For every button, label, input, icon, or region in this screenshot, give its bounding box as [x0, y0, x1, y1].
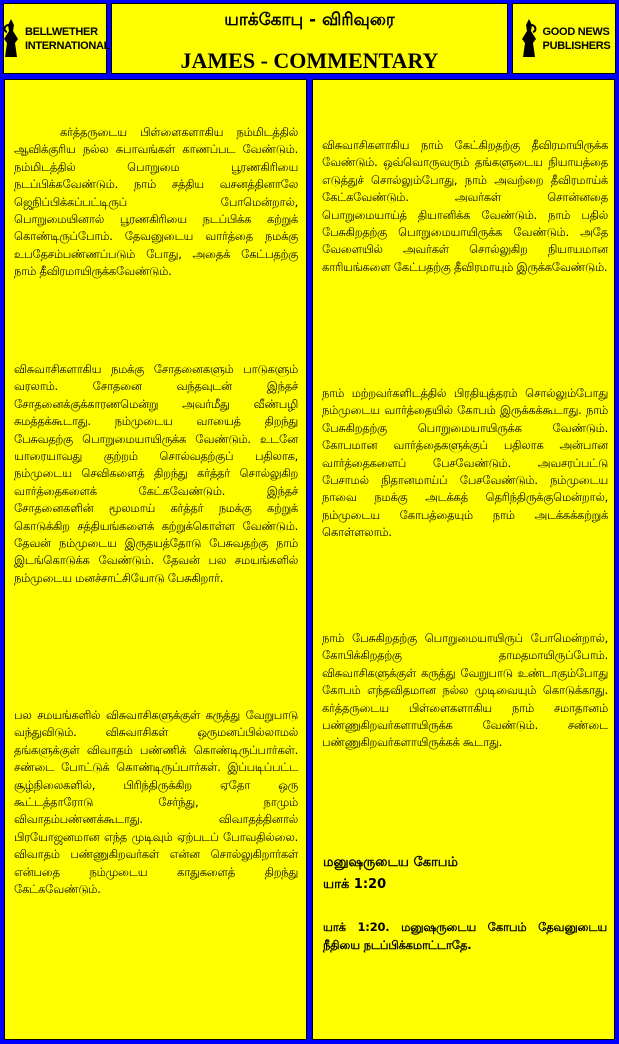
bellwether-ram-icon	[0, 17, 22, 61]
section-heading: மனுஷருடைய கோபம்	[323, 855, 458, 870]
page-title-tamil: யாக்கோபு - விரிவுரை	[224, 10, 395, 30]
left-column	[4, 79, 307, 1040]
section-reference: யாக் 1:20	[323, 877, 387, 892]
right-column	[312, 79, 615, 1040]
right-logo-line2: PUBLISHERS	[542, 39, 611, 52]
right-paragraph-1: விசுவாசிகளாகிய நாம் கேட்கிறதற்கு தீவிரமாயிருக்க வேண்டும். ஒவ்வொருவரும் தங்களுடைய நியாயத்தை எடுத்துச் சொல்லும்போது, நாம் அவற்றை தீவிரமாய்க் கேட்கவேண்டும். அவர்கள் சொன்னதை பொறுமையாய்த் தியானிக்க வேண்டும். நாம் பதில் பேசுகிறதற்கு பொறுமையாயிருக்க வேண்டும். அதே வேளையில் அவர்கள் சொல்லுகிற நியாயமான காரியங்களை கேட்பதற்கு தீவிரமாயும் இருக்கவேண்டும்.	[322, 138, 608, 274]
left-paragraph-2: விசுவாசிகளாகிய நமக்கு சோதனைகளும் பாடுகளும் வரலாம். சோதனை வந்தவுடன் இந்தச் சோதனைக்குக்காரணமென்று அவர்மீது வீண்பழி சுமத்தக்கூடாது. நம்முடைய வாயைத் திறந்து பேசுவதற்கு பொறுமையாயிருக்க வேண்டும். உடனே யாரையாவது குற்றம் சொல்வதற்குப் பதிலாக, நம்முடைய செவிகளைத் திறந்து கர்த்தர் சொல்லுகிற வார்த்தைகளைக் கேட்கவேண்டும். இந்தச் சோதனைகளின் மூலமாய் கர்த்தர் நமக்கு கற்றுக் கொடுக்கிற சத்தியங்களைக் கற்றுக்கொள்ள வேண்டும். தேவன் நம்முடைய இருதயத்தோடு பேசுவதற்கு நாம் இடங்கொடுக்க வேண்டும். தேவன் பல சமயங்களில் நம்முடைய மனச்சாட்சியோடு பேசுகிறார்.	[14, 362, 298, 585]
good-news-ram-icon	[518, 17, 540, 61]
left-logo-line2: INTERNATIONAL	[24, 39, 111, 52]
right-paragraph-3: நாம் பேசுகிறதற்கு பொறுமையாயிருப் போமென்றால், கோபிக்கிறதற்கு தாமதமாயிருப்போம். விசுவாசிகளுக்குள் கருத்து வேறுபாடு உண்டாகும்போது கோபம் எந்தவிதமான நல்ல முடிவையும் கொடுக்காது. கர்த்தருடைய பிள்ளைகளாகிய நாம் சமாதானம் பண்ணுகிறவர்களாயிருக்க வேண்டும். சண்டை பண்ணுகிறவர்களாயிருக்கக் கூடாது.	[322, 631, 608, 750]
title-banner	[111, 3, 508, 74]
verse-text: யாக் 1:20. மனுஷருடைய கோபம் தேவனுடைய நீதியை நடப்பிக்கமாட்டாதே.	[323, 920, 607, 952]
bellwether-logo	[3, 3, 111, 74]
good-news-publishers-logo	[512, 3, 616, 74]
page-title-english: JAMES - COMMENTARY	[180, 48, 439, 73]
left-logo-line1: BELLWETHER	[24, 25, 98, 38]
left-paragraph-1: கர்த்தருடைய பிள்ளைகளாகிய நம்மிடத்தில் ஆவிக்குரிய நல்ல சுபாவங்கள் காணப்பட வேண்டும். நம்மிடத்தில் பொறுமை பூரணகிரியை நடப்பிக்கவேண்டும். நாம் சத்திய வசனத்தினாலே ஜெநிப்பிக்கப்பட்டிருப் போமென்றால், பொறுமையினால் பூரணகிரியை நடப்பிக்க கற்றுக் கொண்டிருப்போம். தேவனுடைய வார்த்தை நமக்கு உபதேசம்பண்ணப்படும் போது, அதைக் கேட்பதற்கு நாம் தீவிரமாயிருக்கவேண்டும்.	[14, 125, 298, 279]
right-logo-line1: GOOD NEWS	[542, 25, 610, 38]
right-paragraph-2: நாம் மற்றவர்களிடத்தில் பிரதியுத்தரம் சொல்லும்போது நம்முடைய வார்த்தையில் கோபம் இருக்கக்கூடாது. நாம் பேசுகிறதற்கு பொறுமையாயிருக்க வேண்டும். கோபமான வார்த்தைகளுக்குப் பதிலாக அன்பான வார்த்தைகளைப் பேசவேண்டும். அவசரப்பட்டு பேசாமல் நிதானமாய்ப் பேசவேண்டும். நம்முடைய நாவை நமக்கு அடக்கத் தெரிந்திருக்குமென்றால், நம்முடைய கோபத்தையும் நாம் அடக்கக்கற்றுக் கொள்ளலாம்.	[322, 386, 608, 540]
left-paragraph-3: பல சமயங்களில் விசுவாசிகளுக்குள் கருத்து வேறுபாடு வந்துவிடும். விசுவாசிகள் ஒருமனப்பில்லாமல் தங்களுக்குள் விவாதம் பண்ணிக் கொண்டிருப்பார்கள். சண்டை போட்டுக் கொண்டிருப்பார்கள். இப்படிப்பட்ட சூழ்நிலைகளில், பிரிந்திருக்கிற ஏதோ ஒரு கூட்டத்தாரோடு சேர்ந்து, நாமும் விவாதம்பண்ணக்கூடாது. விவாதத்தினால் பிரயோஜனமான எந்த முடிவும் ஏற்படப் போவதில்லை. விவாதம் பண்ணுகிறவர்கள் என்ன சொல்லுகிறார்கள் என்பதை நம்முடைய காதுகளைத் திறந்து கேட்கவேண்டும்.	[14, 708, 298, 897]
